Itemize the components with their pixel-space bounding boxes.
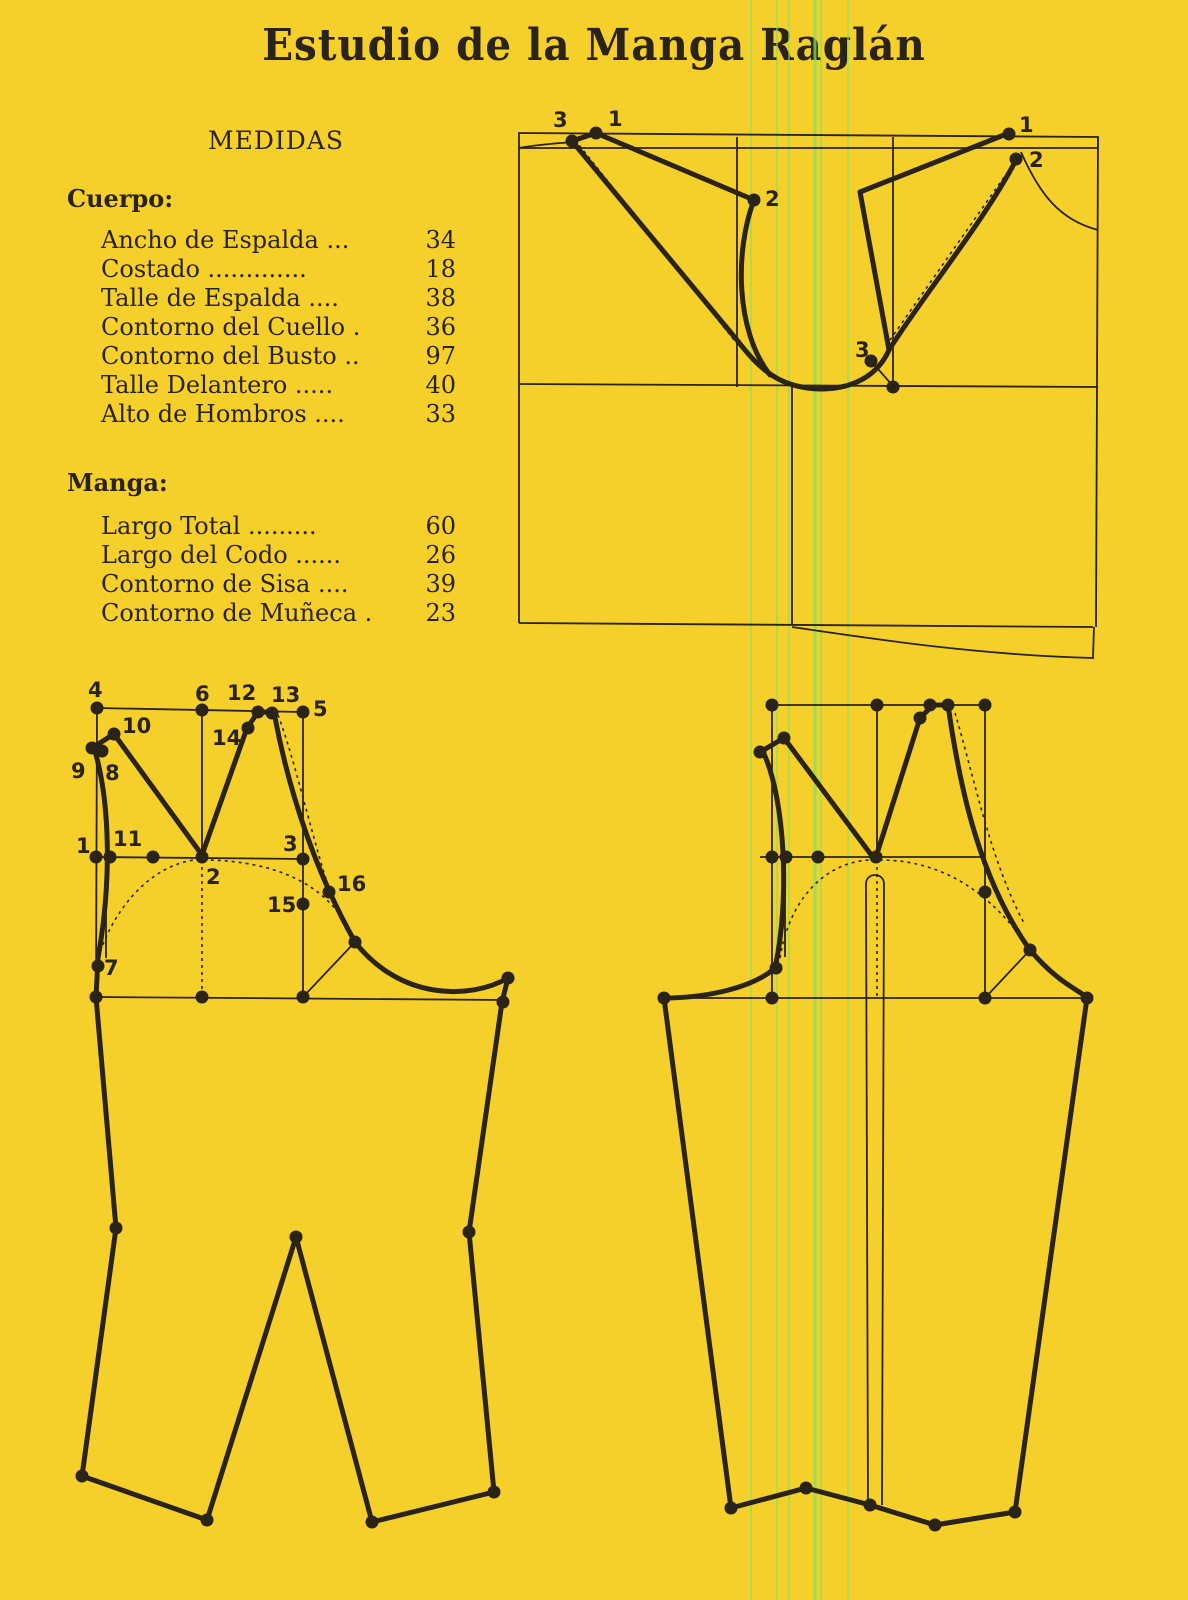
sleeve-pattern-left <box>76 702 515 1529</box>
point-label: 14 <box>212 726 242 750</box>
measure-label: Talle Delantero ..... <box>101 371 334 399</box>
point-label: 8 <box>105 761 120 785</box>
point-label: 3 <box>855 338 870 362</box>
point-label: 15 <box>267 893 297 917</box>
point-label: 10 <box>122 714 152 738</box>
sleeve-right-construction <box>664 705 1085 1505</box>
point-label: 3 <box>553 108 568 132</box>
measure-label: Contorno del Busto .. <box>101 342 360 370</box>
bodice-pattern <box>519 127 1098 659</box>
measure-label: Contorno del Cuello . <box>101 313 361 341</box>
measure-label: Ancho de Espalda ... <box>101 226 350 254</box>
measure-value: 23 <box>425 599 456 627</box>
measure-value: 33 <box>425 400 456 428</box>
page-title: Estudio de la Manga Raglán <box>262 20 926 71</box>
measure-label: Talle de Espalda .... <box>101 284 339 312</box>
point-label: 1 <box>76 834 91 858</box>
point-label: 2 <box>1029 148 1044 172</box>
measure-value: 97 <box>425 342 456 370</box>
sleeve-section-heading: Manga: <box>67 468 168 497</box>
measure-label: Largo del Codo ...... <box>101 541 342 569</box>
point-label: 16 <box>337 872 367 896</box>
sleeve-left-points <box>76 702 515 1529</box>
measurements-heading: MEDIDAS <box>208 126 344 155</box>
point-label: 11 <box>113 827 143 851</box>
bodice-dotted-guides <box>575 140 1016 345</box>
measure-value: 40 <box>425 371 456 399</box>
bodice-construction-lines <box>519 133 1098 658</box>
measure-label: Contorno de Sisa .... <box>101 570 349 598</box>
point-label: 7 <box>104 956 119 980</box>
measure-label: Costado ............. <box>101 255 307 283</box>
point-label: 6 <box>195 682 210 706</box>
measure-value: 26 <box>425 541 456 569</box>
point-label: 2 <box>206 865 221 889</box>
measure-value: 39 <box>425 570 456 598</box>
point-label: 9 <box>71 759 86 783</box>
measure-value: 36 <box>425 313 456 341</box>
point-label: 1 <box>608 107 623 131</box>
measure-value: 38 <box>425 284 456 312</box>
measure-label: Alto de Hombros .... <box>101 400 345 428</box>
measure-label: Largo Total ......... <box>101 512 317 540</box>
measure-label: Contorno de Muñeca . <box>101 599 373 627</box>
bodice-raglan-outline <box>572 133 1016 389</box>
sleeve-pattern-right <box>658 699 1094 1532</box>
point-label: 13 <box>271 683 301 707</box>
point-label: 4 <box>88 678 103 702</box>
point-label: 2 <box>765 187 780 211</box>
point-label: 12 <box>227 681 257 705</box>
scan-streaks <box>751 0 848 1600</box>
point-label: 5 <box>313 697 328 721</box>
point-label: 3 <box>283 832 298 856</box>
body-section-heading: Cuerpo: <box>67 184 174 213</box>
measure-value: 18 <box>425 255 456 283</box>
point-label: 1 <box>1019 113 1034 137</box>
sleeve-right-outline <box>664 705 1087 1525</box>
measure-value: 60 <box>425 512 456 540</box>
measure-value: 34 <box>425 226 456 254</box>
